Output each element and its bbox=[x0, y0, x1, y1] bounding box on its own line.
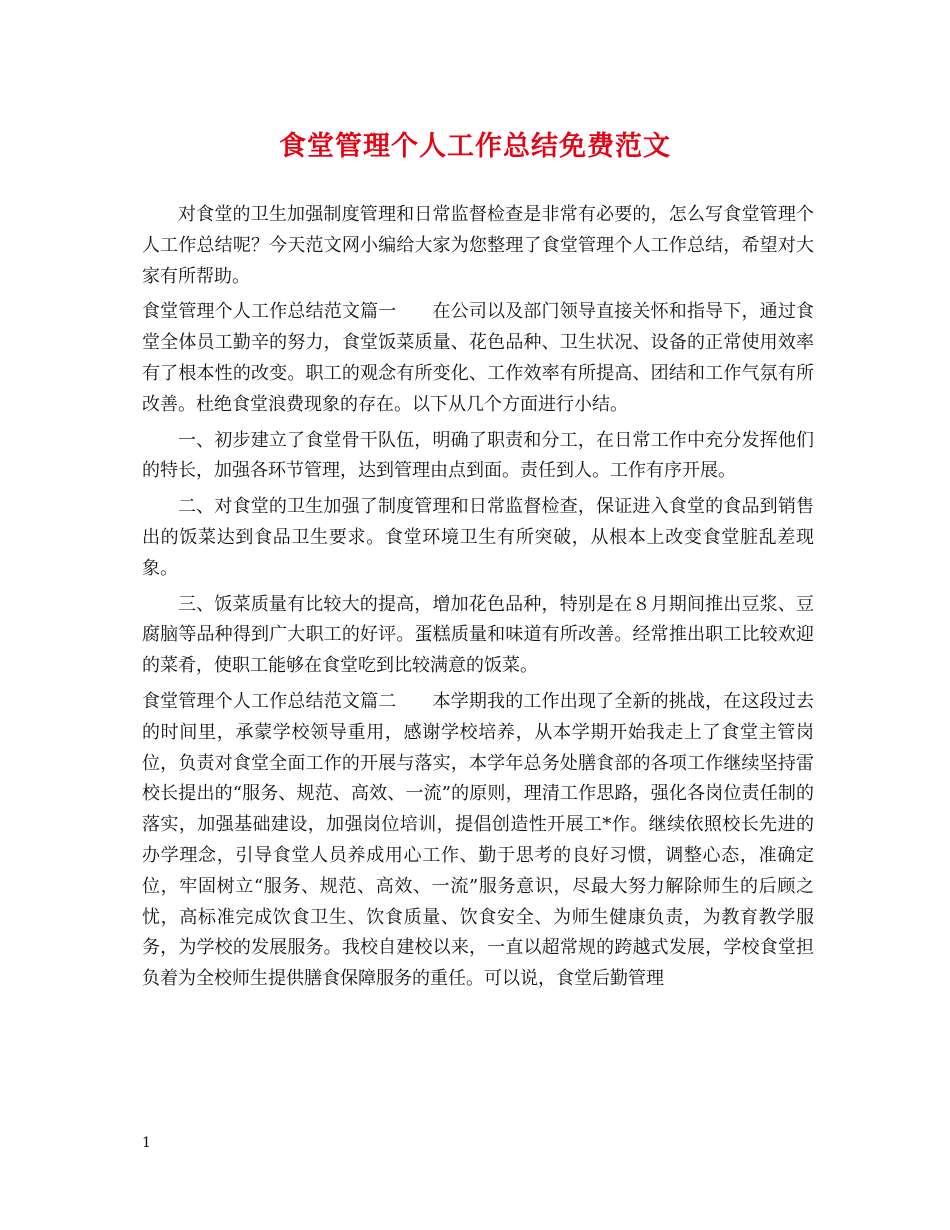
document-title: 食堂管理个人工作总结免费范文 bbox=[279, 131, 671, 162]
page-number: 1 bbox=[142, 1135, 151, 1151]
section-2-text: 本学期我的工作出现了全新的挑战，在这段过去的时间里，承蒙学校领导重用，感谢学校培养，从本学期开始我走上了食堂主管岗位，负责对食堂全面工作的开展与落实，本学年总务处膳食部的各项工作继续坚持雷校长提出的“服务、规范、高效、一流”的原则，理清工作思路，强化各岗位责任制的落实，加强基础建设，加强岗位培训，提倡创造性开展工*作。继续依照校长先进的办学理念，引导食堂人员养成用心工作、勤于思考的良好习惯，调整心态，准确定位，牢固树立“服务、规范、高效、一流”服务意识，尽最大努力解除师生的后顾之忧，高标准完成饮食卫生、饮食质量、饮食安全、为师生健康负责，为教育教学服务，为学校的发展服务。我校自建校以来，一直以超常规的跨越式发展，学校食堂担负着为全校师生提供膳食保障服务的重任。可以说，食堂后勤管理 bbox=[142, 690, 815, 990]
intro-paragraph: 对食堂的卫生加强制度管理和日常监督检查是非常有必要的，怎么写食堂管理个人工作总结呢？今天范文网小编给大家为您整理了食堂管理个人工作总结，希望对大家有所帮助。 bbox=[142, 204, 814, 287]
section-1-heading: 食堂管理个人工作总结范文篇一 bbox=[142, 301, 397, 323]
document-body bbox=[142, 200, 814, 1000]
section-1-text: 在公司以及部门领导直接关怀和指导下，通过食堂全体员工勤辛的努力，食堂饭菜质量、花色品种、卫生状况、设备的正常使用效率有了根本性的改变。职工的观念有所变化、工作效率有所提高、团结和工作气氛有所改善。杜绝食堂浪费现象的存在。以下从几个方面进行小结。 bbox=[142, 301, 815, 415]
section-2-heading: 食堂管理个人工作总结范文篇二 bbox=[142, 690, 397, 712]
point-2-paragraph: 二、对食堂的卫生加强了制度管理和日常监督检查，保证进入食堂的食品到销售出的饭菜达到食品卫生要求。食堂环境卫生有所突破，从根本上改变食堂脏乱差现象。 bbox=[142, 496, 814, 579]
point-1-paragraph: 一、初步建立了食堂骨干队伍，明确了职责和分工，在日常工作中充分发挥他们的特长，加强各环节管理，达到管理由点到面。责任到人。工作有序开展。 bbox=[142, 429, 814, 482]
section-2-paragraph bbox=[142, 687, 814, 995]
point-3-paragraph: 三、饭菜质量有比较大的提高，增加花色品种，特别是在８月期间推出豆浆、豆腐脑等品种得到广大职工的好评。蛋糕质量和味道有所改善。经常推出职工比较欢迎的菜肴，使职工能够在食堂吃到比较满意的饭菜。 bbox=[142, 593, 814, 677]
section-1-paragraph bbox=[142, 297, 814, 420]
